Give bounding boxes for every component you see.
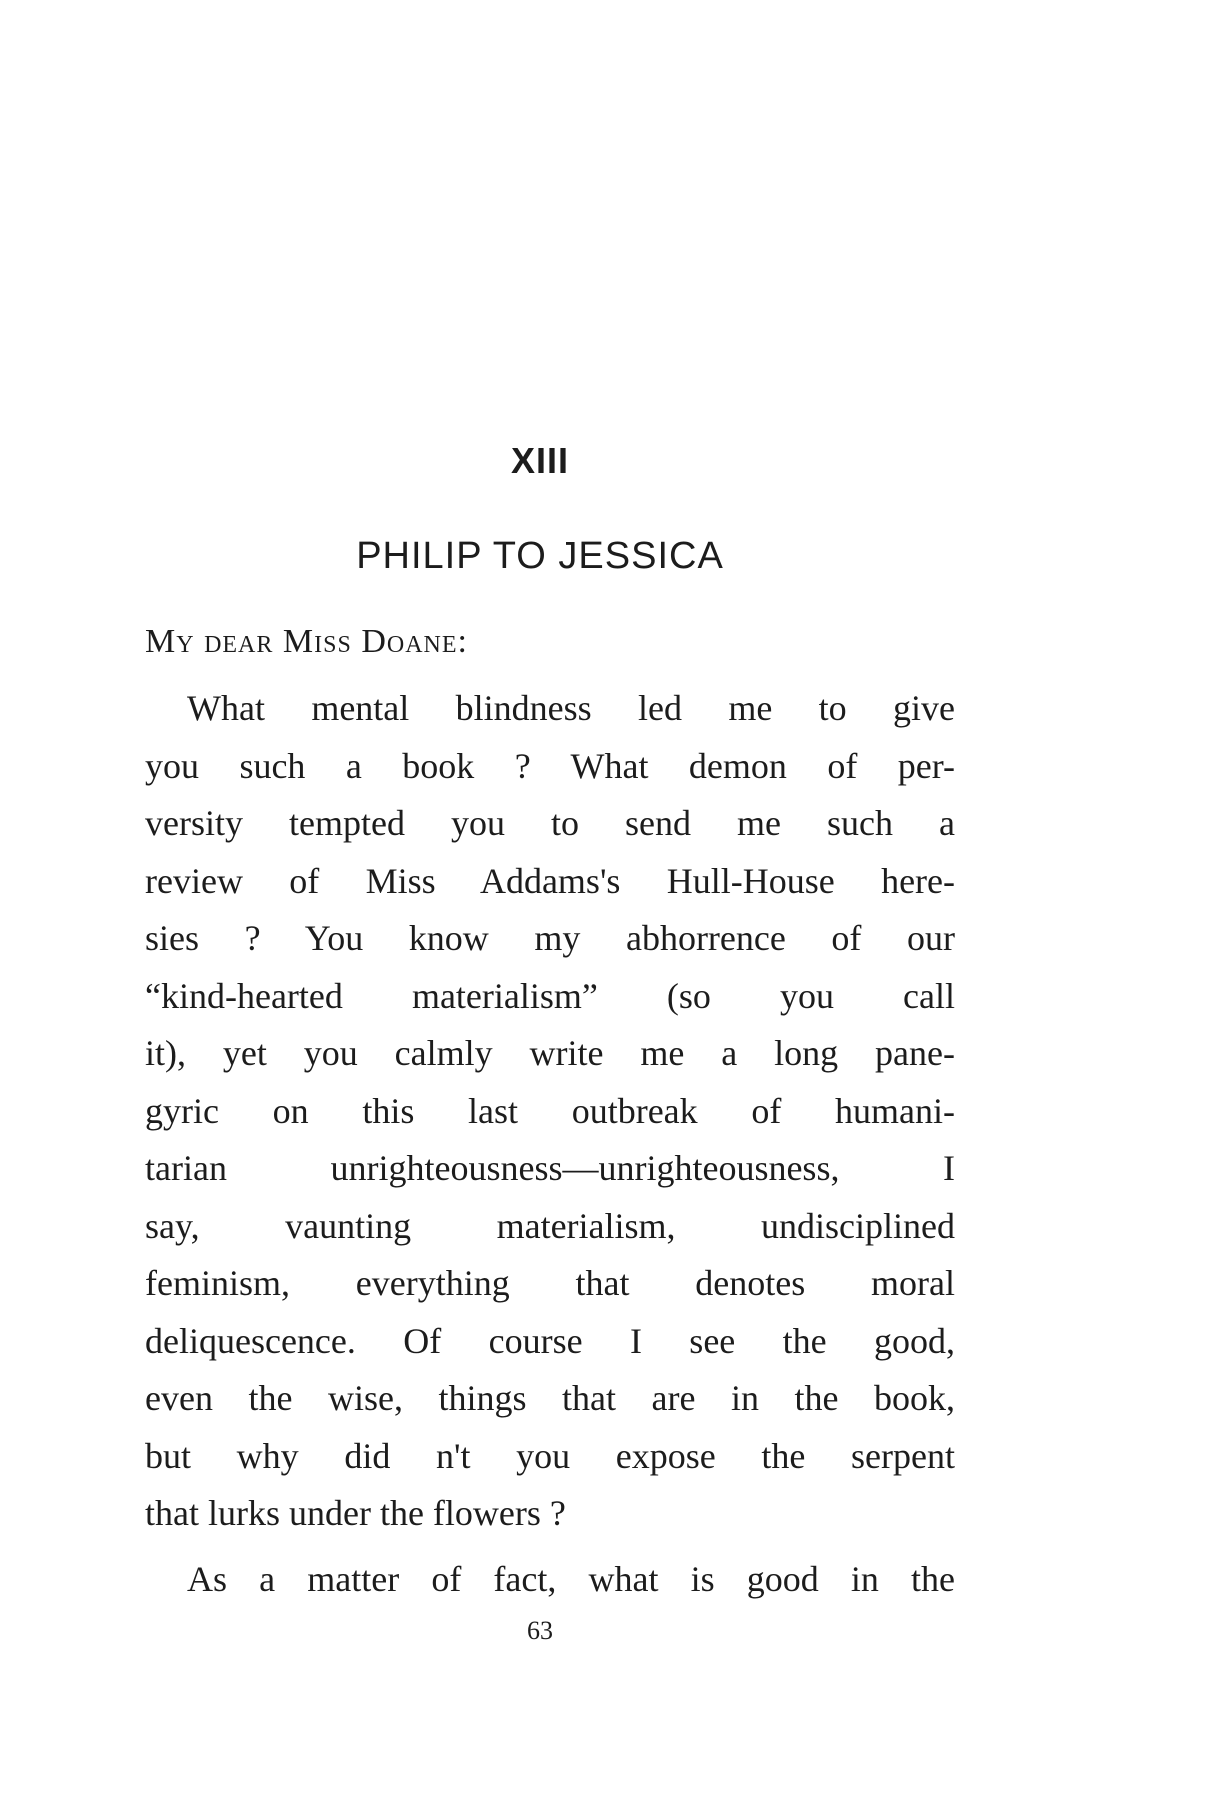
- paragraph-gap: [145, 1543, 955, 1551]
- salutation: My dear Miss Doane:: [145, 623, 468, 660]
- text-line: say, vaunting materialism, undisciplined: [145, 1205, 955, 1246]
- text-line: but why did n't you expose the serpent: [145, 1435, 955, 1476]
- page-number: 63: [527, 1616, 553, 1645]
- text-line: tarian unrighteousness—unrighteousness, I: [145, 1148, 955, 1188]
- text-line: even the wise, things that are in the book,: [145, 1378, 955, 1418]
- letter-body: [145, 680, 955, 1608]
- chapter-title: PHILIP TO JESSICA: [356, 535, 724, 577]
- text-line: feminism, everything that denotes moral: [145, 1263, 955, 1303]
- chapter-number: XIII: [510, 440, 570, 481]
- text-line: What mental blindness led me to give: [187, 688, 955, 728]
- text-line: that lurks under the flowers ?: [145, 1493, 566, 1533]
- text-line: versity tempted you to send me such a: [145, 803, 955, 843]
- text-line: you such a book ? What demon of per-: [145, 745, 955, 786]
- paragraph: [145, 1551, 955, 1609]
- text-line: “kind-hearted materialism” (so you call: [145, 975, 955, 1016]
- text-line: review of Miss Addams's Hull-House here-: [145, 860, 955, 901]
- paragraph: [145, 680, 955, 1543]
- text-line: it), yet you calmly write me a long pane-: [145, 1033, 955, 1073]
- text-line: sies ? You know my abhorrence of our: [145, 918, 955, 958]
- text-line: As a matter of fact, what is good in the: [187, 1558, 955, 1599]
- text-line: deliquescence. Of course I see the good,: [145, 1320, 955, 1361]
- text-line: gyric on this last outbreak of humani-: [145, 1090, 955, 1131]
